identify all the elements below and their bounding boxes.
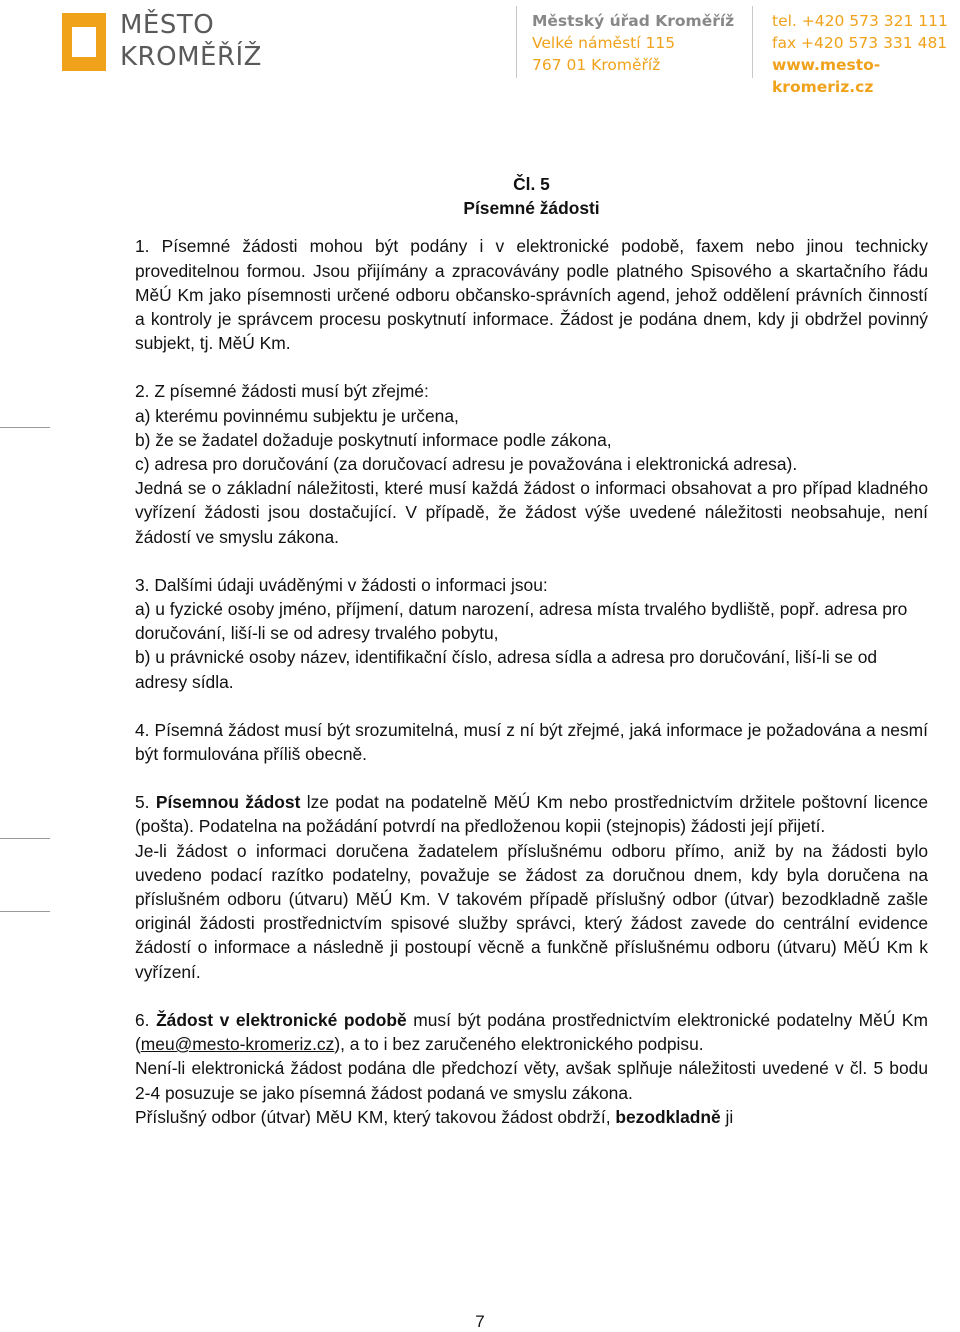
paragraph-6-third-end: ji <box>720 1106 734 1127</box>
paragraph-1: 1. Písemné žádosti mohou být podány i v elektronické podobě, faxem nebo jinou technicky proveditelnou formou. Jsou přijímány a zpracovávány podle platného Spisového a skartačního řádu MěÚ Km jako písemnosti určené odboru občansko-správních agend, jehož oddělení právních činností a kontroly je správcem procesu poskytnutí informace. Žádost je podána dnem, kdy ji obdržel povinný subjekt, tj. MěÚ Km. <box>135 236 928 354</box>
paragraph-6-bold: Žádost v elektronické podobě <box>156 1009 407 1030</box>
website-link[interactable]: www.mesto-kromeriz.cz <box>772 56 881 96</box>
office-city: 767 01 Kroměříž <box>532 56 661 74</box>
margin-mark <box>0 911 50 912</box>
city-logo <box>62 9 322 75</box>
paragraph-2 <box>135 379 928 548</box>
paragraph-2-item-b: b) že se žadatel dožaduje poskytnutí informace podle zákona, <box>135 429 612 450</box>
paragraph-4: 4. Písemná žádost musí být srozumitelná, musí z ní být zřejmé, jaká informace je požadována a nesmí být formulována příliš obecně. <box>135 719 928 765</box>
paragraph-3-item-b: b) u právnické osoby název, identifikační číslo, adresa sídla a adresa pro doručování, liší-li se od adresy sídla. <box>135 647 878 692</box>
office-contact <box>772 10 960 98</box>
header-divider <box>752 6 753 78</box>
paragraph-5-bold: Písemnou žádost <box>155 792 301 813</box>
paragraph-2-rest: Jedná se o základní náležitosti, které musí každá žádost o informaci obsahovat a pro případ kladného vyřízení žádosti jsou dostačující. V případě, že žádost výše uvedené náležitosti neobsahuje, není žádostí ve smyslu zákona. <box>135 478 928 547</box>
letterhead <box>0 0 960 96</box>
logo-text-line2: KROMĚŘÍŽ <box>120 42 262 72</box>
paragraph-3-intro: 3. Dalšími údaji uváděnými v žádosti o informaci jsou: <box>135 574 548 595</box>
paragraph-6 <box>135 1008 928 1129</box>
paragraph-5-second: Je-li žádost o informaci doručena žadatelem příslušnému odboru přímo, aniž by na žádosti bylo uvedeno podací razítko podatelny, považuje se žádost za doručnou dnem, kdy byla doručena na příslušném odboru (útvaru) MěÚ Km. V takovém případě příslušný odbor (útvar) bezodkladně zašle originál žádosti prostřednictvím spisové služby správci, který žádost zavede do centrální evidence žádostí o informace a následně ji postoupí věcně a funkčně příslušnému odboru (útvaru) MěÚ Km k vyřízení. <box>135 840 928 982</box>
margin-mark <box>0 427 50 428</box>
paragraph-5-text: lze podat na podatelně MěÚ Km nebo prostřednictvím držitele poštovní licence (pošta). Podatelna na požádání potvrdí na předloženou kopii (stejnopis) žádosti její přijetí. <box>135 792 928 837</box>
paragraph-6-number: 6. <box>135 1009 157 1030</box>
email-link[interactable]: meu@mesto-kromeriz.cz <box>140 1034 335 1055</box>
paragraph-6-third: Příslušný odbor (útvar) MěU KM, který takovou žádost obdrží, <box>135 1106 616 1127</box>
margin-mark <box>0 838 50 839</box>
header-divider <box>516 6 517 78</box>
paragraph-6-text-1: musí být podána prostřednictvím elektronické podatelny MěÚ Km ( <box>135 1009 928 1055</box>
logo-text-line1: MĚSTO <box>120 10 215 40</box>
page-number: 7 <box>475 1312 485 1331</box>
paragraph-6-third-bold: bezodkladně <box>615 1106 721 1127</box>
paragraph-5 <box>135 790 928 984</box>
paragraph-2-item-a: a) kterému povinnému subjektu je určena, <box>135 405 459 426</box>
section-title: Písemné žádosti <box>463 198 600 219</box>
document-body <box>135 172 928 1129</box>
paragraph-5-number: 5. <box>135 792 156 813</box>
paragraph-2-item-c: c) adresa pro doručování (za doručovací adresu je považována i elektronická adresa). <box>135 454 798 475</box>
logo-square-icon <box>62 13 106 71</box>
office-street: Velké náměstí 115 <box>532 34 676 52</box>
paragraph-3-item-a: a) u fyzické osoby jméno, příjmení, datum narození, adresa místa trvalého bydliště, popř. adresa pro doručování, liší-li se od adresy trvalého pobytu, <box>135 599 908 644</box>
paragraph-2-intro: 2. Z písemné žádosti musí být zřejmé: <box>135 381 429 402</box>
fax-number: fax +420 573 331 481 <box>772 34 948 52</box>
paragraph-6-text-2: ), a to i bez zaručeného elektronického podpisu. <box>334 1034 704 1055</box>
office-address <box>532 10 734 76</box>
phone-number: tel. +420 573 321 111 <box>772 12 948 30</box>
paragraph-6-second: Není-li elektronická žádost podána dle předchozí věty, avšak splňuje náležitosti uvedené v čl. 5 bodu 2-4 posuzuje se jako písemná žádost podaná ve smyslu zákona. <box>135 1058 928 1103</box>
section-number: Čl. 5 <box>513 174 550 194</box>
paragraph-3 <box>135 573 928 694</box>
office-name: Městský úřad Kroměříž <box>532 12 735 30</box>
